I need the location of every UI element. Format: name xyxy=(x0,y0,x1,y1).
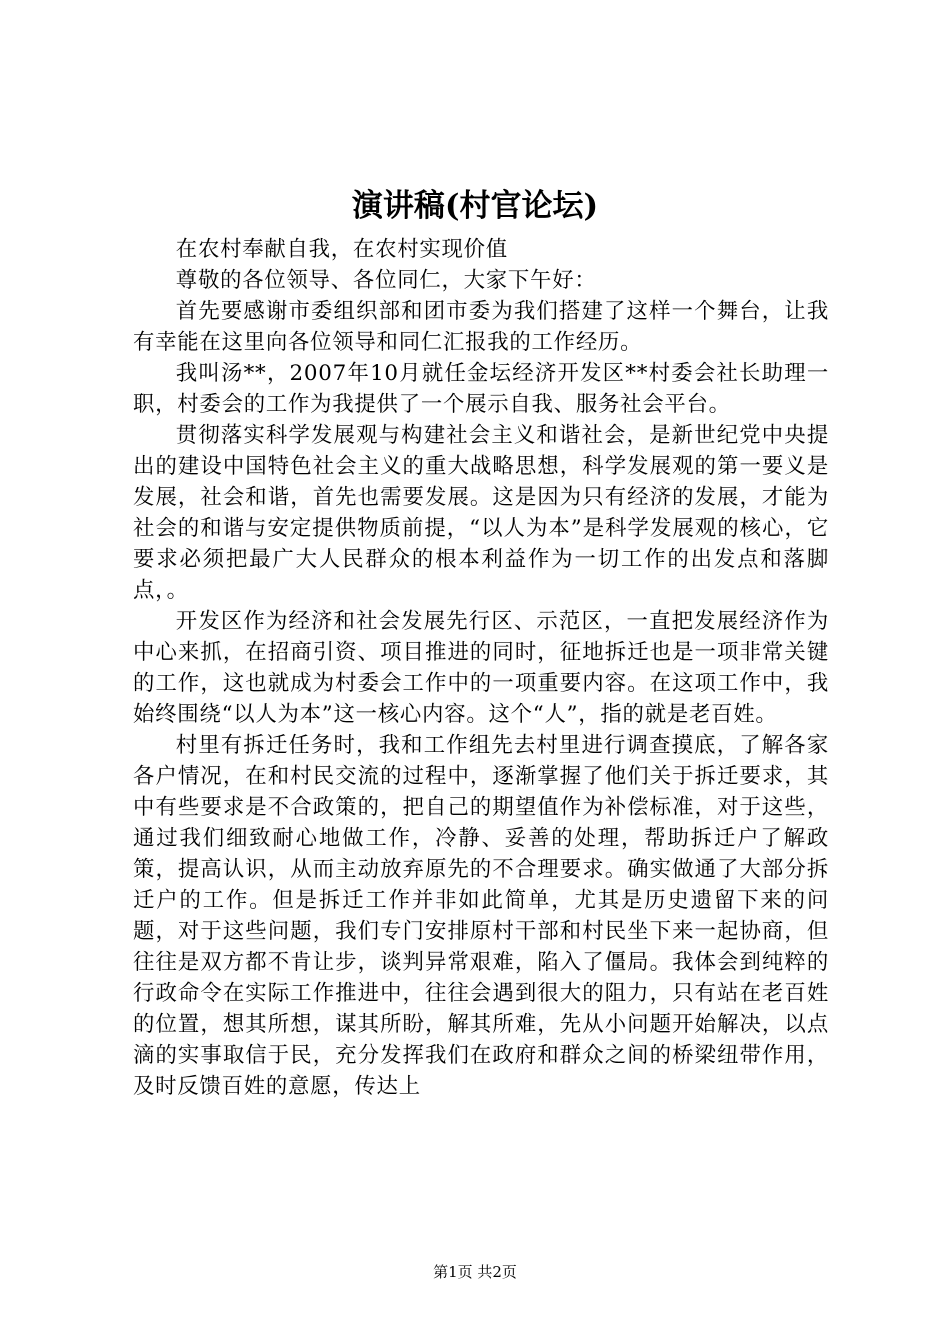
paragraph-introduction: 我叫汤**，2007年10月就任金坛经济开发区**村委会社长助理一职，村委会的工作为我提供了一个展示自我、服务社会平台。 xyxy=(133,361,829,417)
document-body xyxy=(133,234,829,1102)
paragraph-subtitle: 在农村奉献自我，在农村实现价值 xyxy=(175,237,508,262)
paragraph-greeting: 尊敬的各位领导、各位同仁，大家下午好： xyxy=(175,268,597,293)
paragraph-thanks: 首先要感谢市委组织部和团市委为我们搭建了这样一个舞台，让我有幸能在这里向各位领导和同仁汇报我的工作经历。 xyxy=(133,299,829,355)
page-number-footer: 第1页 共2页 xyxy=(433,1263,517,1281)
paragraph-relocation-work: 村里有拆迁任务时，我和工作组先去村里进行调查摸底，了解各家各户情况，在和村民交流的过程中，逐渐掌握了他们关于拆迁要求，其中有些要求是不合政策的，把自己的期望值作为补偿标准，对于这些，通过我们细致耐心地做工作，冷静、妥善的处理，帮助拆迁户了解政策，提高认识，从而主动放弃原先的不合理要求。确实做通了大部分拆迁户的工作。但是拆迁工作并非如此简单，尤其是历史遗留下来的问题，对于这些问题，我们专门安排原村干部和村民坐下来一起协商，但往往是双方都不肯让步，谈判异常艰难，陷入了僵局。我体会到纯粹的行政命令在实际工作推进中，往往会遇到很大的阻力，只有站在老百姓的位置，想其所想，谋其所盼，解其所难，先从小问题开始解决，以点滴的实事取信于民，充分发挥我们在政府和群众之间的桥梁纽带作用，及时反馈百姓的意愿，传达上 xyxy=(133,733,829,1099)
paragraph-development-outlook: 贯彻落实科学发展观与构建社会主义和谐社会，是新世纪党中央提出的建设中国特色社会主义的重大战略思想，科学发展观的第一要义是发展，社会和谐，首先也需要发展。这是因为只有经济的发展，才能为社会的和谐与安定提供物质前提，“以人为本”是科学发展观的核心，它要求必须把最广大人民群众的根本利益作为一切工作的出发点和落脚点，。 xyxy=(133,423,829,603)
paragraph-development-zone: 开发区作为经济和社会发展先行区、示范区，一直把发展经济作为中心来抓，在招商引资、项目推进的同时，征地拆迁也是一项非常关键的工作，这也就成为村委会工作中的一项重要内容。在这项工作中，我始终围绕“以人为本”这一核心内容。这个“人”，指的就是老百姓。 xyxy=(133,609,829,727)
document-title: 演讲稿(村官论坛) xyxy=(351,188,599,224)
